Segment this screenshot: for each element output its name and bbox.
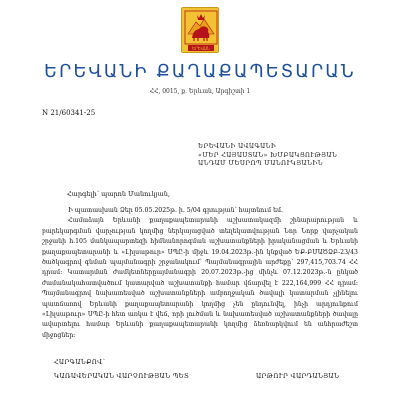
city-hall-title: ԵՐԵՎԱՆԻ ՔԱՂԱՔԱՊԵՏԱՐԱՆ — [44, 62, 356, 82]
closing-respect: ՀԱՐԳԱՆՔՈՎ՝ — [54, 358, 106, 366]
salutation: Հարգելի՝ պարոն Մանուկյան, — [67, 190, 171, 198]
lion-emblem-icon — [182, 8, 219, 53]
signatory-title: ԿԱՌԱՎԵՐԱԿԱՆ ՎԱՐՉՈՒԹՅԱՆ ՊԵՏ — [54, 372, 190, 380]
emblem-label: ԵՐԵՎԱՆ — [192, 45, 210, 51]
signatory-name: ԱՐԹՈՒՐ ՎԱՐԴԱՆՅԱՆ — [256, 372, 340, 380]
letter-body — [42, 206, 358, 341]
body-paragraph: Ի պատասխան Ձեր 05.05.2025թ. ի. 5/04 գրության՝ հայտնում եմ. — [68, 207, 283, 214]
yerevan-emblem — [181, 7, 219, 53]
city-hall-address: ՀՀ, 0015, ք. Երևան, Արգիշտի 1 — [149, 88, 251, 95]
recipient-line: ԵՐԵՎԱՆԻ ԱՎԱԳԱՆԻ — [198, 142, 277, 150]
recipient-line: ԱՆԴԱՄ ՄԵՍՐՈՊ ՄԱՆՈՒԿՅԱՆԻՆ — [198, 159, 323, 168]
recipient-line: «ՄԵՐ ՀԱՅԱՍՏԱՆ» ԽՄԲԱԿՑՈՒԹՅԱՆ — [198, 150, 338, 159]
recipient-block — [198, 142, 388, 168]
body-paragraph: Համաձայն Երևանի քաղաքապետարանի աշխատակազմի շինարարության և բարեկարգման վարչության կողմից ներկայացված տեղեկատվության Նոր Նորք վարչական շրջանի հ.105 մանկապարտեզի հիմնանորոգման աշխատանքների իրականացման և Երևանի քաղաքապետարանի և «Լիլսաթուր» ՍՊԸ-ի միջև 19.04.2023թ.-ին կնքված ԵՔ-ԲՄԱԾՁԲ-23/43 ծածկագրով գնման պայմանագրի շրջանակում՝ Պայմանագրային արժեքը՝ 297,415,703.74 ՀՀ դրամ: Կատարման ժամկետներըայմանագրի 20.07.2023թ.-ից մինչև 07.12.2023թ.-ն ընկած ժամանակահատվածում կատարված աշխատանքի համար վճարվել է 222,164,999 ՀՀ դրամ: Պայմանագրով նախատեսված աշխատանքների ամբողջական ծավալի կատարման չլինելու պատճառով Երևանի քաղաքապետարանի կողմից չեն ընդունվել, ինչի արդյունքում «Լիլսաթուր» ՍՊԸ-ի հետ առկա է վեճ, որի լուծման և նախատեսված աշխատանքների ծավալը ավարտելու համար Երևանի քաղաքապետարանի կողմից ձեռնարկվում են անհրաժեշտ միջոցներ: — [42, 217, 358, 339]
document-number: N 21/60341-25 — [42, 109, 96, 117]
